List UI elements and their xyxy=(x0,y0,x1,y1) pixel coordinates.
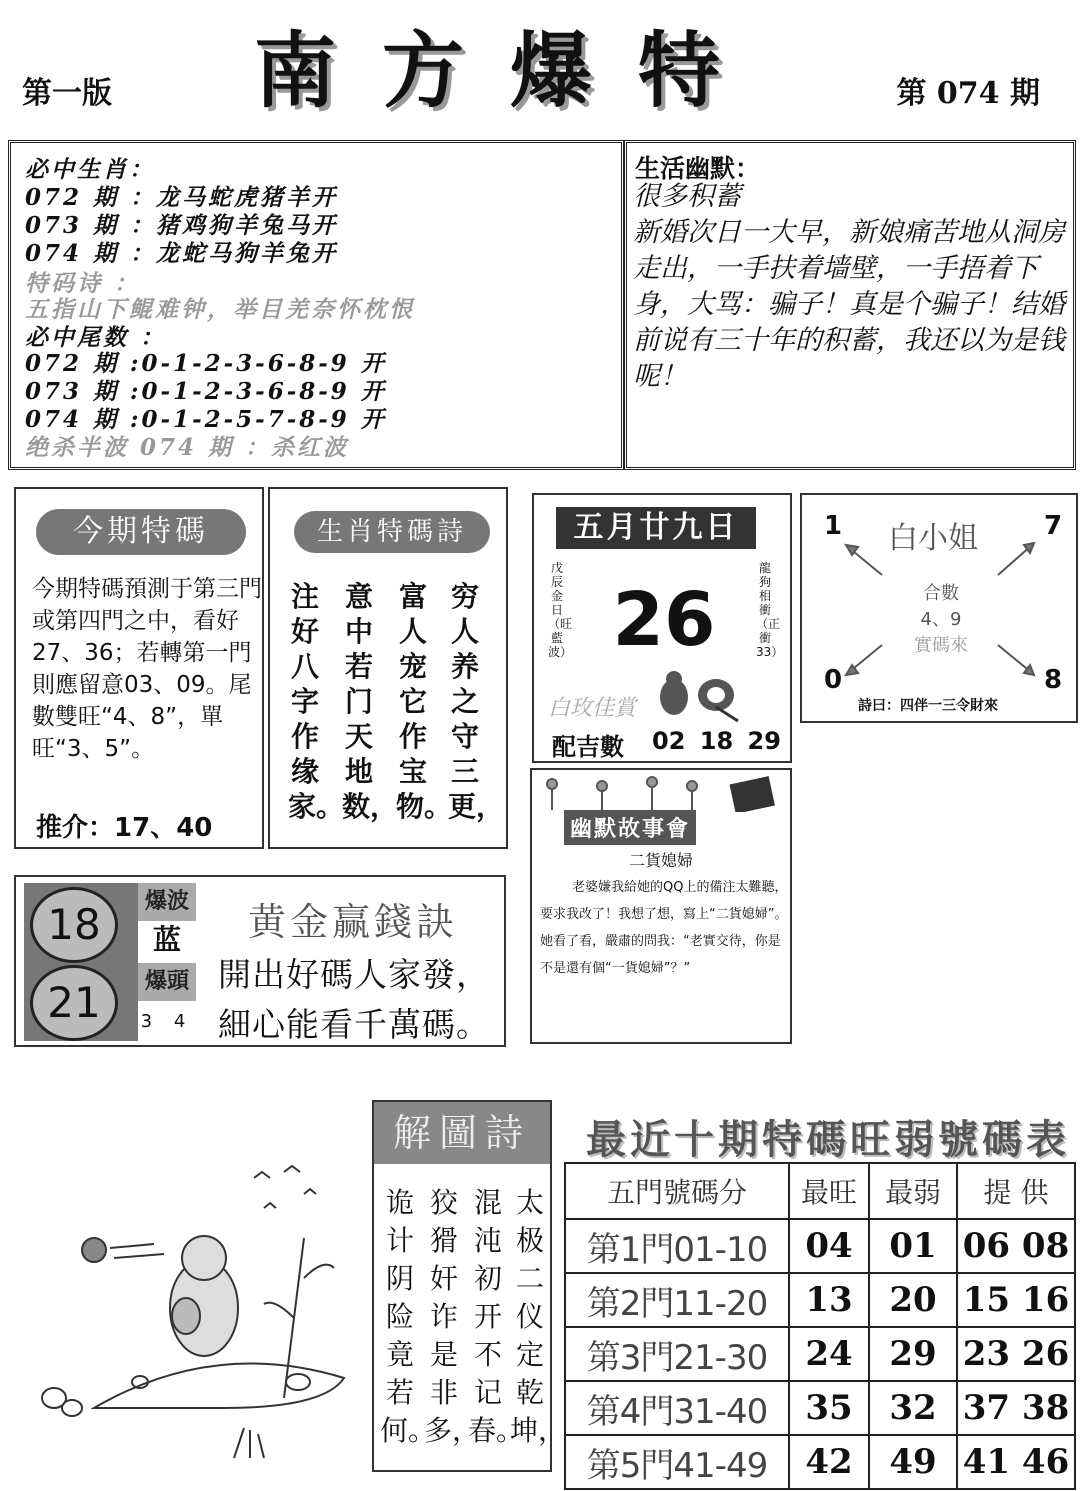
table-header-row xyxy=(565,1163,1075,1219)
table-row xyxy=(565,1273,1075,1327)
miss-bai-panel xyxy=(800,493,1078,723)
hottest-number: 04 xyxy=(789,1219,869,1273)
lucky-numbers-label: 配吉數 xyxy=(552,732,624,761)
recommend-value: 17、40 xyxy=(114,813,213,843)
monkey-dog-icon xyxy=(652,667,742,723)
lucky-numbers: 02 18 29 xyxy=(652,727,781,755)
poem-column: 意中若门天地数， xyxy=(342,580,399,823)
tail-row: 072 期 :0-1-2-3-6-8-9 开 xyxy=(25,350,387,377)
column-header: 最弱 xyxy=(869,1163,957,1219)
hottest-number: 35 xyxy=(789,1381,869,1435)
zodiac-poem-heading: 生肖特碼詩 xyxy=(294,511,490,553)
lucky-text: 白玫佳賞 xyxy=(548,696,637,721)
hottest-number: 42 xyxy=(789,1435,869,1489)
heshu-value: 4、9 xyxy=(920,609,962,630)
door-range: 第4門31-40 xyxy=(565,1381,789,1435)
table-row xyxy=(565,1327,1075,1381)
zodiac-heading: 必中生肖： xyxy=(25,156,155,183)
picture-poem-heading: 解圖詩 xyxy=(374,1102,550,1164)
golden-panel xyxy=(14,875,506,1047)
tail-row: 073 期 :0-1-2-3-6-8-9 开 xyxy=(25,378,387,405)
table-row xyxy=(565,1219,1075,1273)
predictions-panel xyxy=(8,140,624,470)
table-title: 最近十期特碼旺弱號碼表 xyxy=(586,1116,1070,1163)
humor-text xyxy=(633,179,1073,395)
tail-heading: 必中尾数 ： xyxy=(25,324,167,351)
color-label: 蓝 xyxy=(152,923,181,956)
heshu-sub: 實碼來 xyxy=(914,635,968,656)
humor-panel xyxy=(624,140,1076,470)
corner-number: 8 xyxy=(1044,665,1063,695)
table-row xyxy=(565,1381,1075,1435)
this-issue-panel xyxy=(14,487,264,849)
flowers-icon xyxy=(542,776,782,812)
poem-column: 诡计阴险竟若何。 xyxy=(380,1186,437,1447)
humor-story-badge: 幽默故事會 xyxy=(564,810,696,845)
provided-numbers: 37 38 xyxy=(957,1381,1075,1435)
poem-column: 狡猾奸诈是非多， xyxy=(424,1186,481,1447)
coldest-number: 20 xyxy=(869,1273,957,1327)
poem-column: 混沌初开不记春。 xyxy=(468,1186,525,1447)
zodiac-row: 072 期 ：龙马蛇虎猪羊开 xyxy=(25,184,339,211)
corner-number: 1 xyxy=(824,511,843,541)
newspaper-title: 南方爆特 xyxy=(253,23,766,119)
column-header: 五門號碼分 xyxy=(565,1163,789,1219)
zodiac-poem-panel xyxy=(268,487,508,849)
day-info-left: 戊辰金日（旺藍波） xyxy=(548,561,573,659)
number-circle: 18 xyxy=(30,887,118,963)
recommend-label: 推介： xyxy=(36,813,115,843)
day-number: 26 xyxy=(612,577,716,663)
column-header: 提 供 xyxy=(957,1163,1075,1219)
issue-number: 第 074 期 xyxy=(896,76,1040,111)
humor-story-title: 很多积蓄 xyxy=(633,181,741,212)
coldest-number: 01 xyxy=(869,1219,957,1273)
strength-table xyxy=(564,1162,1076,1490)
humor-story-panel xyxy=(530,768,792,1044)
poem-column: 穷人养之守三更， xyxy=(448,580,505,823)
special-poem: 五指山下鲲难钟，举目羌奈怀枕恨 xyxy=(25,296,415,323)
corner-number: 7 xyxy=(1044,511,1063,541)
tail-numbers: 3 4 xyxy=(140,1011,194,1032)
poem-heading: 特码诗 ： xyxy=(25,270,141,297)
explosive-head-label: 爆頭 xyxy=(138,963,196,1001)
tail-row: 074 期 :0-1-2-5-7-8-9 开 xyxy=(25,406,387,433)
calendar-panel xyxy=(532,493,792,763)
hottest-number: 13 xyxy=(789,1273,869,1327)
explosive-wave-label: 爆波 xyxy=(138,883,196,921)
zodiac-row: 074 期 ：龙蛇马狗羊兔开 xyxy=(25,240,339,267)
column-header: 最旺 xyxy=(789,1163,869,1219)
humor-story-body: 新婚次日一大早，新娘痛苦地从洞房走出，一手扶着墙壁，一手捂着下身，大骂：骗子！真是个骗子！结婚前说有三十年的积蓄，我还以为是钱呢！ xyxy=(633,217,1065,392)
lunar-date: 五月廿九日 xyxy=(556,507,756,549)
monkey-illustration xyxy=(14,1098,368,1478)
door-range: 第1門01-10 xyxy=(565,1219,789,1273)
golden-line: 細心能看千萬碼。 xyxy=(218,1005,490,1044)
masthead xyxy=(0,0,1080,130)
miss-bai-title: 白小姐 xyxy=(888,521,978,556)
heshu-label: 合數 xyxy=(923,583,959,604)
poem-column: 太极二仪定乾坤， xyxy=(510,1186,567,1447)
golden-line: 開出好碼人家發， xyxy=(218,955,490,994)
coldest-number: 29 xyxy=(869,1327,957,1381)
provided-numbers: 41 46 xyxy=(957,1435,1075,1489)
day-info-right: 龍狗相衝（正衝33） xyxy=(756,561,784,659)
picture-poem-panel xyxy=(372,1100,567,1472)
this-issue-text: 今期特碼預測于第三門或第四門之中，看好27、36；若轉第一門則應留意03、09。尾數雙旺“4、8”，單旺“3、5”。 xyxy=(32,576,262,762)
edition-label: 第一版 xyxy=(22,76,112,111)
humor-story-body: 老婆嫌我給她的QQ上的備注太難聽，要求我改了！我想了想，寫上“二貨媳婦”。她看了看，嚴肅的問我：“老實交待，你是不是還有個“一貨媳婦”？” xyxy=(540,880,788,976)
this-issue-heading: 今期特碼 xyxy=(36,509,246,555)
kill-footer: 绝杀半波 074 期 ：杀红波 xyxy=(25,434,350,461)
number-circle: 21 xyxy=(30,965,118,1041)
corner-number: 0 xyxy=(824,665,843,695)
golden-heading: 黄金赢錢訣 xyxy=(248,900,459,944)
door-range: 第2門11-20 xyxy=(565,1273,789,1327)
poem-column: 富人宠它作宝物。 xyxy=(396,580,453,823)
door-range: 第3門21-30 xyxy=(565,1327,789,1381)
humor-story-title: 二貨媳婦 xyxy=(628,851,693,870)
zodiac-row: 073 期 ：猪鸡狗羊兔马开 xyxy=(25,212,339,239)
recommend-line xyxy=(36,807,212,844)
hottest-number: 24 xyxy=(789,1327,869,1381)
table-row xyxy=(565,1435,1075,1489)
poem-column: 注好八字作缘家。 xyxy=(288,580,345,823)
provided-numbers: 06 08 xyxy=(957,1219,1075,1273)
provided-numbers: 15 16 xyxy=(957,1273,1075,1327)
miss-bai-poem: 詩曰：四伴一三令財來 xyxy=(858,698,998,714)
provided-numbers: 23 26 xyxy=(957,1327,1075,1381)
coldest-number: 49 xyxy=(869,1435,957,1489)
humor-heading: 生活幽默： xyxy=(635,154,761,183)
coldest-number: 32 xyxy=(869,1381,957,1435)
door-range: 第5門41-49 xyxy=(565,1435,789,1489)
